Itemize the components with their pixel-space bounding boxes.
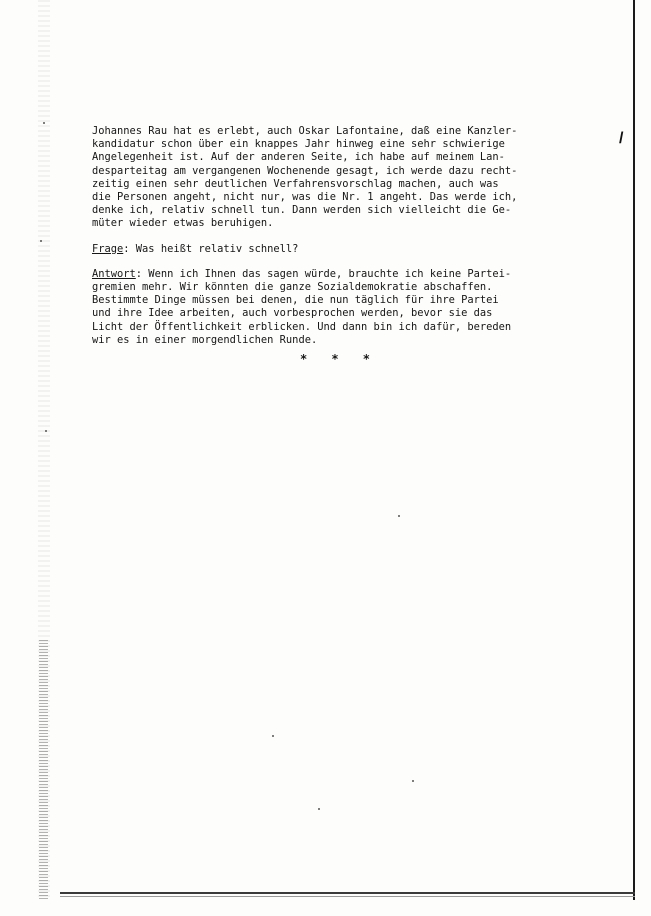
text-line: Angelegenheit ist. Auf der anderen Seite, ich habe auf meinem Lan- [92,151,505,164]
scan-left-edge-shadow [39,640,48,900]
text-line: zeitig einen sehr deutlichen Verfahrensvorschlag machen, auch was [92,177,499,190]
text-line: gremien mehr. Wir könnten die ganze Sozialdemokratie abschaffen. [92,281,493,294]
scan-speck [398,515,400,517]
scan-speck [40,240,42,242]
answer-label: Antwort [92,267,136,280]
text-line: Licht der Öffentlichkeit erblicken. Und dann bin ich dafür, bereden [92,320,512,333]
text-line: desparteitag am vergangenen Wochenende gesagt, ich werde dazu recht- [92,164,518,177]
document-body [92,125,592,359]
margin-mark: / [619,130,624,147]
text-line [92,243,592,256]
scan-speck [412,780,414,782]
scan-right-border [633,0,635,900]
answer-first-line: : Wenn ich Ihnen das sagen würde, brauchte ich keine Partei- [135,267,512,280]
text-line: die Personen angeht, nicht nur, was die Nr. 1 angeht. Das werde ich, [92,191,518,204]
text-line: und ihre Idee arbeiten, auch vorbesprochen werden, bevor sie das [92,307,493,320]
text-line: denke ich, relativ schnell tun. Dann werden sich vielleicht die Ge- [92,204,512,217]
scan-speck [45,430,47,432]
text-line [92,268,592,281]
paragraph-question [92,243,592,256]
scan-speck [272,735,274,737]
question-label: Frage [92,242,124,255]
text-line: kandidatur schon über ein knappes Jahr hinweg eine sehr schwierige [92,138,505,151]
text-line: müter wieder etwas beruhigen. [92,217,274,230]
text-line: Bestimmte Dinge müssen bei denen, die nun täglich für ihre Partei [92,294,499,307]
separator-star: * [300,352,308,366]
separator-star: * [331,352,339,366]
text-line: Johannes Rau hat es erlebt, auch Oskar Lafontaine, daß eine Kanzler- [92,125,518,137]
paragraph-answer [92,268,592,347]
text-line: wir es in einer morgendlichen Runde. [92,333,318,346]
scan-bottom-border [60,892,635,894]
section-separator [300,352,370,366]
scan-speck [43,122,45,124]
scan-speck [318,808,320,810]
scan-bottom-border-shadow [60,896,635,897]
paragraph-intro [92,125,592,231]
separator-star: * [362,352,370,366]
question-text: : Was heißt relativ schnell? [123,242,299,255]
